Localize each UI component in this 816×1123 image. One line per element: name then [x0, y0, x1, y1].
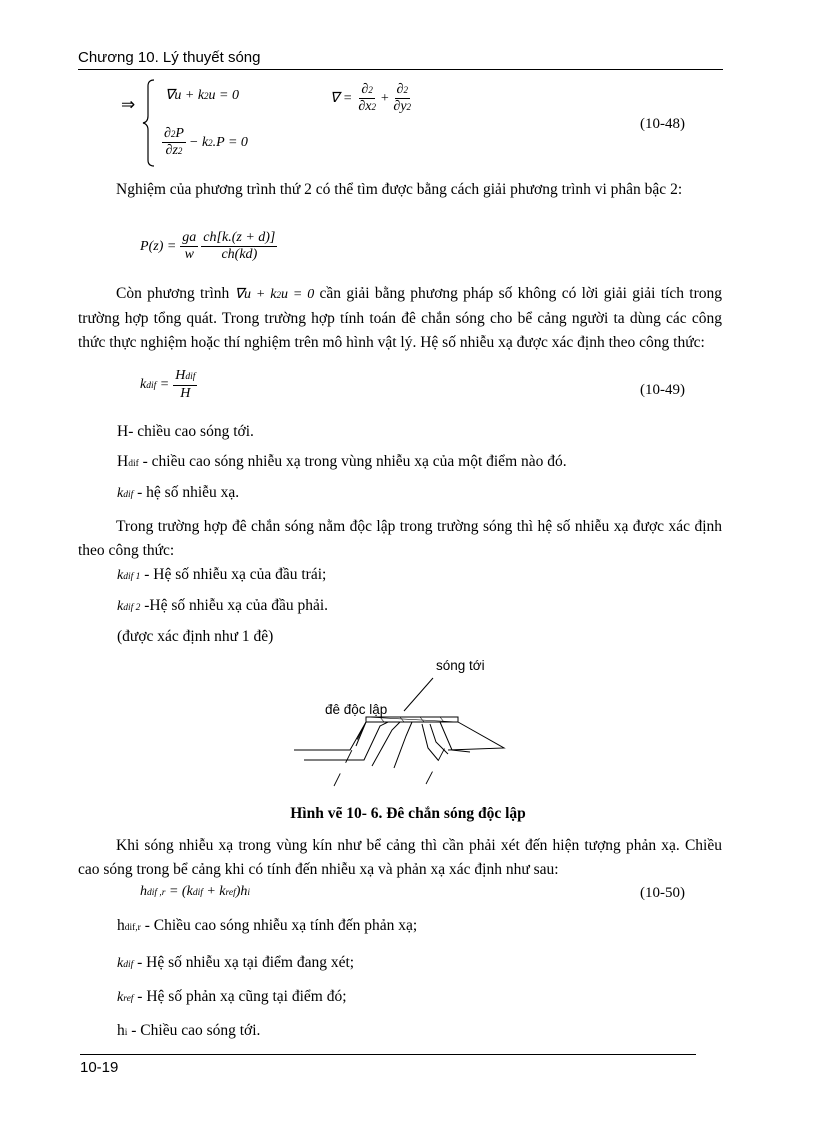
definition-k-dif: kdif - hệ số nhiễu xạ. [117, 484, 240, 501]
definition-k-ref-text: - Hệ số phản xạ cũng tại điểm đó; [137, 988, 347, 1005]
page-number: 10-19 [80, 1059, 119, 1076]
figure-caption: Hình vẽ 10- 6. Đê chắn sóng độc lập [290, 805, 526, 822]
incident-wave-arrow [404, 678, 433, 711]
definition-h-dif-r [117, 917, 417, 935]
definition-k-dif2-text: -Hệ số nhiễu xạ của đầu phải. [144, 597, 329, 614]
inline-helmholtz: ∇u + k2u = 0 [234, 287, 315, 302]
equation-number-10-49: (10-49) [640, 382, 685, 398]
implies-arrow: ⇒ [121, 95, 136, 114]
definition-h-i [117, 1022, 260, 1040]
note-single-breakwater: (được xác định như 1 đê) [117, 628, 274, 645]
definition-k-dif2: kdif 2 -Hệ số nhiễu xạ của đầu phải. [117, 597, 329, 614]
right-guide-line [426, 738, 450, 784]
symbol-h-i: h [117, 1022, 125, 1039]
subscript-dif-r: dif,r [124, 923, 141, 933]
subscript-i: i [124, 1028, 128, 1038]
diffraction-coefficient-formula: kdif = $\frac{\text{Hdif}}{H}$ [140, 368, 196, 401]
definition-k-dif1-text: - Hệ số nhiễu xạ của đầu trái; [144, 566, 327, 583]
depth-equation: $\frac{\partial 2P}{\partial z2}$ − k2.P = 0 [164, 126, 248, 158]
right-wave-front [448, 722, 504, 750]
label-incident-wave: sóng tới [436, 658, 485, 673]
paragraph-independent-breakwater: Trong trường hợp đê chắn sóng nằm độc lập trong trường sóng thì hệ số nhiễu xạ được xác định theo công thức: [78, 518, 722, 559]
left-wave-front [294, 722, 366, 750]
definition-H: H- chiều cao sóng tới. [117, 423, 254, 440]
wave-height-formula: hdif ,r = (kdif + kref)hi [140, 884, 251, 899]
definition-H-dif-text: - chiều cao sóng nhiễu xạ trong vùng nhiễu xạ của một điểm nào đó. [142, 453, 567, 470]
definition-h-i-text: - Chiều cao sóng tới. [131, 1022, 261, 1039]
para-2-rest: cần giải bằng phương pháp số không có lời giải giải tích trong trường hợp tổng quát. Trong trường hợp tính toán đê chắn sóng cho bể cảng người ta dùng các công thức thực nghiệm hoặc thí nghiệm trên mô hình vật lý. Hệ số nhiễu xạ được xác định theo công thức: [78, 285, 723, 351]
chapter-header: Chương 10. Lý thuyết sóng [78, 49, 261, 66]
definition-k-dif-point-text: - Hệ số nhiễu xạ tại điểm đang xét; [137, 954, 355, 971]
helmholtz-equation: ∇u + k2u = 0 [165, 88, 239, 103]
definition-H-dif [117, 453, 567, 471]
symbol-H: H [117, 453, 129, 470]
footer-rule [80, 1054, 696, 1055]
laplacian-definition: ∇ = $\frac{\partial 2}{\partial x2}$ + $\frac{\partial 2}{\partial y2}$ [330, 82, 412, 114]
para-2-intro: Còn phương trình [116, 285, 230, 302]
paragraph-numerical [78, 282, 722, 355]
system-brace [141, 78, 157, 168]
equation-number-10-48: (10-48) [640, 116, 685, 132]
breakwater-figure [280, 650, 530, 790]
label-breakwater: đê độc lập [325, 702, 388, 717]
paragraph-solution: Nghiệm của phương trình thứ 2 có thể tìm được bằng cách giải phương trình vi phân bậc 2: [116, 181, 683, 198]
subscript-dif: dif [128, 459, 139, 469]
definition-k-dif1: kdif 1 - Hệ số nhiễu xạ của đầu trái; [117, 566, 327, 583]
paragraph-reflection: Khi sóng nhiễu xạ trong vùng kín như bể cảng thì cần phải xét đến hiện tượng phản xạ. Chiều cao sóng trong bể cảng khi có tính đến nhiễu xạ và phản xạ xác định như sau: [78, 837, 722, 878]
equation-number-10-50: (10-50) [640, 885, 685, 901]
pressure-formula: P(z) = $\frac{ga}{w}$ $\frac{ch[k.(z + d)]}{ch(kd)}$ [140, 230, 276, 262]
definition-k-ref: kref - Hệ số phản xạ cũng tại điểm đó; [117, 988, 347, 1005]
left-guide-line [334, 722, 366, 786]
definition-k-dif-text: - hệ số nhiễu xạ. [137, 484, 240, 501]
symbol-h: h [117, 917, 125, 934]
definition-k-dif-point: kdif - Hệ số nhiễu xạ tại điểm đang xét; [117, 954, 355, 971]
header-rule [78, 69, 723, 70]
definition-h-dif-r-text: - Chiều cao sóng nhiễu xạ tính đến phản xạ; [144, 917, 418, 934]
